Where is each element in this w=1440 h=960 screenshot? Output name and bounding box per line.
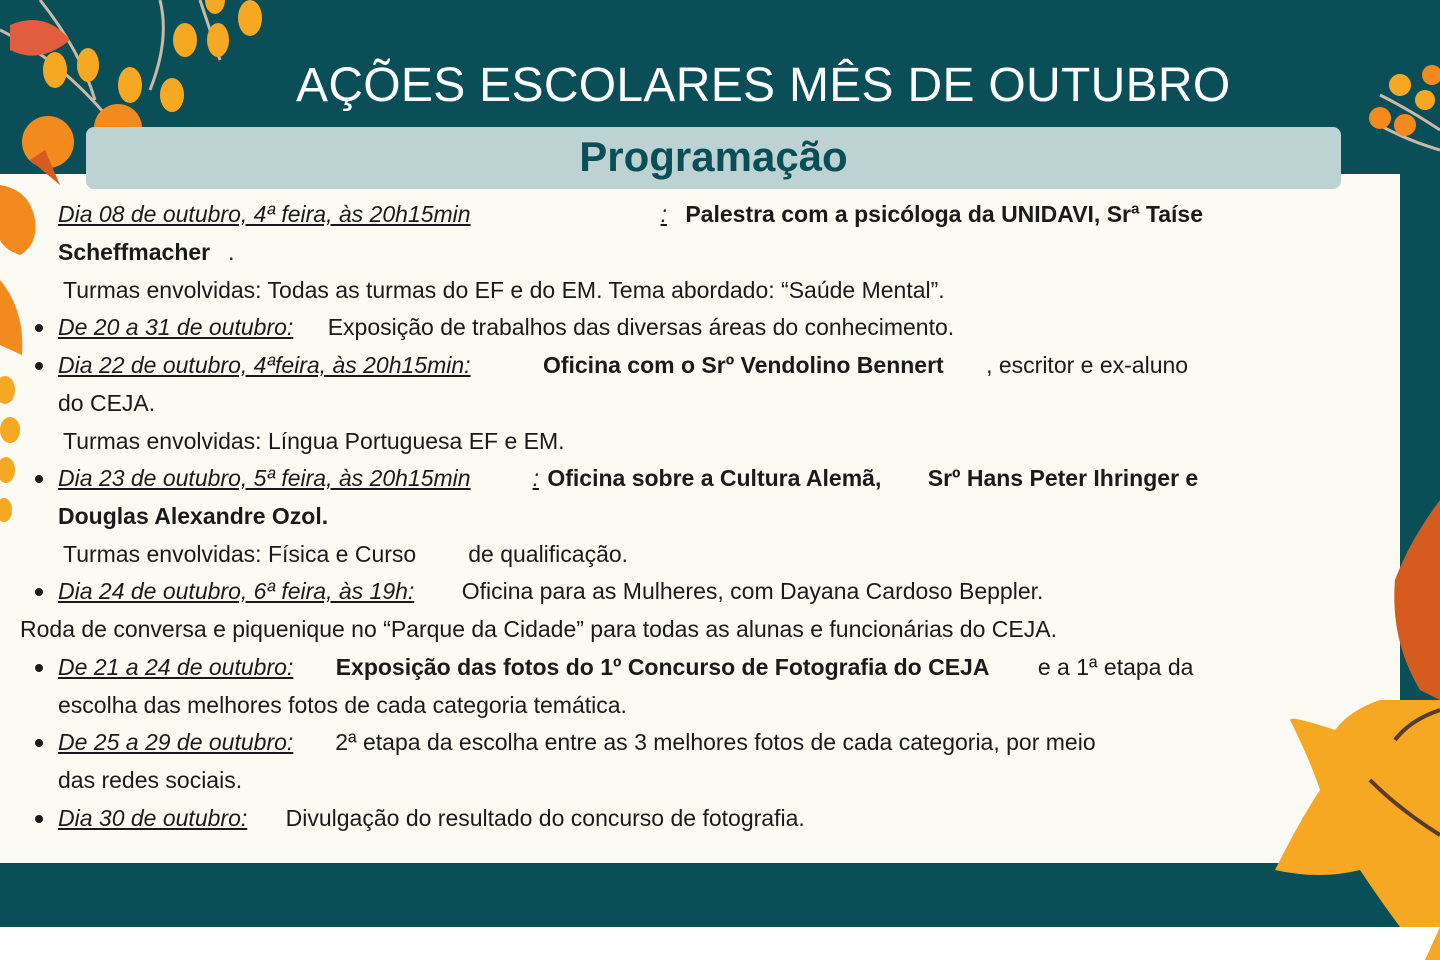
item-note-a: Turmas envolvidas: Física e Curso: [63, 541, 417, 567]
item-text-cont: Roda de conversa e piquenique no “Parque da Cidade” para todas as alunas e funcionárias do CEJA.: [20, 616, 1057, 642]
item-note-b: de qualificação.: [468, 541, 629, 567]
list-item: [58, 201, 1203, 228]
item-text: Exposição de trabalhos das diversas áreas do conhecimento.: [327, 314, 955, 340]
bullet: [35, 588, 43, 596]
list-item: [58, 654, 1193, 681]
item-event: Oficina com o Srº Vendolino Bennert: [542, 352, 944, 378]
page-title: AÇÕES ESCOLARES MÊS DE OUTUBRO: [296, 59, 1231, 112]
item-note: Turmas envolvidas: Língua Portuguesa EF e EM.: [63, 428, 565, 454]
item-text: 2ª etapa da escolha entre as 3 melhores fotos de cada categoria, por meio: [335, 729, 1096, 755]
item-date: De 25 a 29 de outubro:: [58, 729, 294, 755]
item-separator: :: [660, 201, 667, 227]
subtitle: Programação: [579, 133, 848, 180]
list-item: [58, 314, 954, 341]
item-event-people: Srº Hans Peter Ihringer e: [927, 465, 1199, 491]
subtitle-bar: [86, 127, 1341, 189]
item-text: e a 1ª etapa da: [1037, 654, 1194, 680]
item-event: Palestra com a psicóloga da UNIDAVI, Srª Taíse: [685, 201, 1204, 227]
item-date: Dia 23 de outubro, 5ª feira, às 20h15min: [58, 465, 471, 491]
list-item: [58, 352, 1188, 379]
item-text: , escritor e ex-aluno: [986, 352, 1189, 378]
bullet: [35, 362, 43, 370]
list-item: [58, 805, 805, 832]
item-date: De 20 a 31 de outubro:: [58, 314, 294, 340]
item-event: Oficina sobre a Cultura Alemã,: [547, 465, 882, 491]
bullet: [35, 739, 43, 747]
item-date: Dia 22 de outubro, 4ªfeira, às 20h15min:: [58, 352, 471, 378]
bottom-margin: [0, 927, 1440, 960]
item-note: Turmas envolvidas: Todas as turmas do EF e do EM. Tema abordado: “Saúde Mental”.: [63, 277, 945, 303]
item-note: [63, 541, 628, 568]
item-text-cont: das redes sociais.: [58, 767, 243, 793]
item-event-cont: Douglas Alexandre Ozol.: [58, 503, 329, 529]
list-item: [58, 578, 1043, 605]
item-date: Dia 08 de outubro, 4ª feira, às 20h15min: [58, 201, 471, 227]
bullet: [35, 815, 43, 823]
item-text: Divulgação do resultado do concurso de fotografia.: [285, 805, 805, 831]
bullet: [35, 475, 43, 483]
item-event: Exposição das fotos do 1º Concurso de Fotografia do CEJA: [335, 654, 990, 680]
item-text: Oficina para as Mulheres, com Dayana Cardoso Beppler.: [461, 578, 1044, 604]
item-separator: :: [532, 465, 539, 491]
item-event-cont: Scheffmacher: [58, 239, 211, 265]
bullet: [35, 324, 43, 332]
list-item: [58, 465, 1198, 492]
item-period: .: [228, 239, 235, 265]
bullet: [35, 664, 43, 672]
item-date: Dia 24 de outubro, 6ª feira, às 19h:: [58, 578, 415, 604]
item-text-cont: do CEJA.: [58, 390, 156, 416]
list-item: [58, 729, 1096, 756]
item-date: Dia 30 de outubro:: [58, 805, 248, 831]
item-date: De 21 a 24 de outubro:: [58, 654, 294, 680]
item-text-cont: escolha das melhores fotos de cada categoria temática.: [58, 692, 627, 718]
